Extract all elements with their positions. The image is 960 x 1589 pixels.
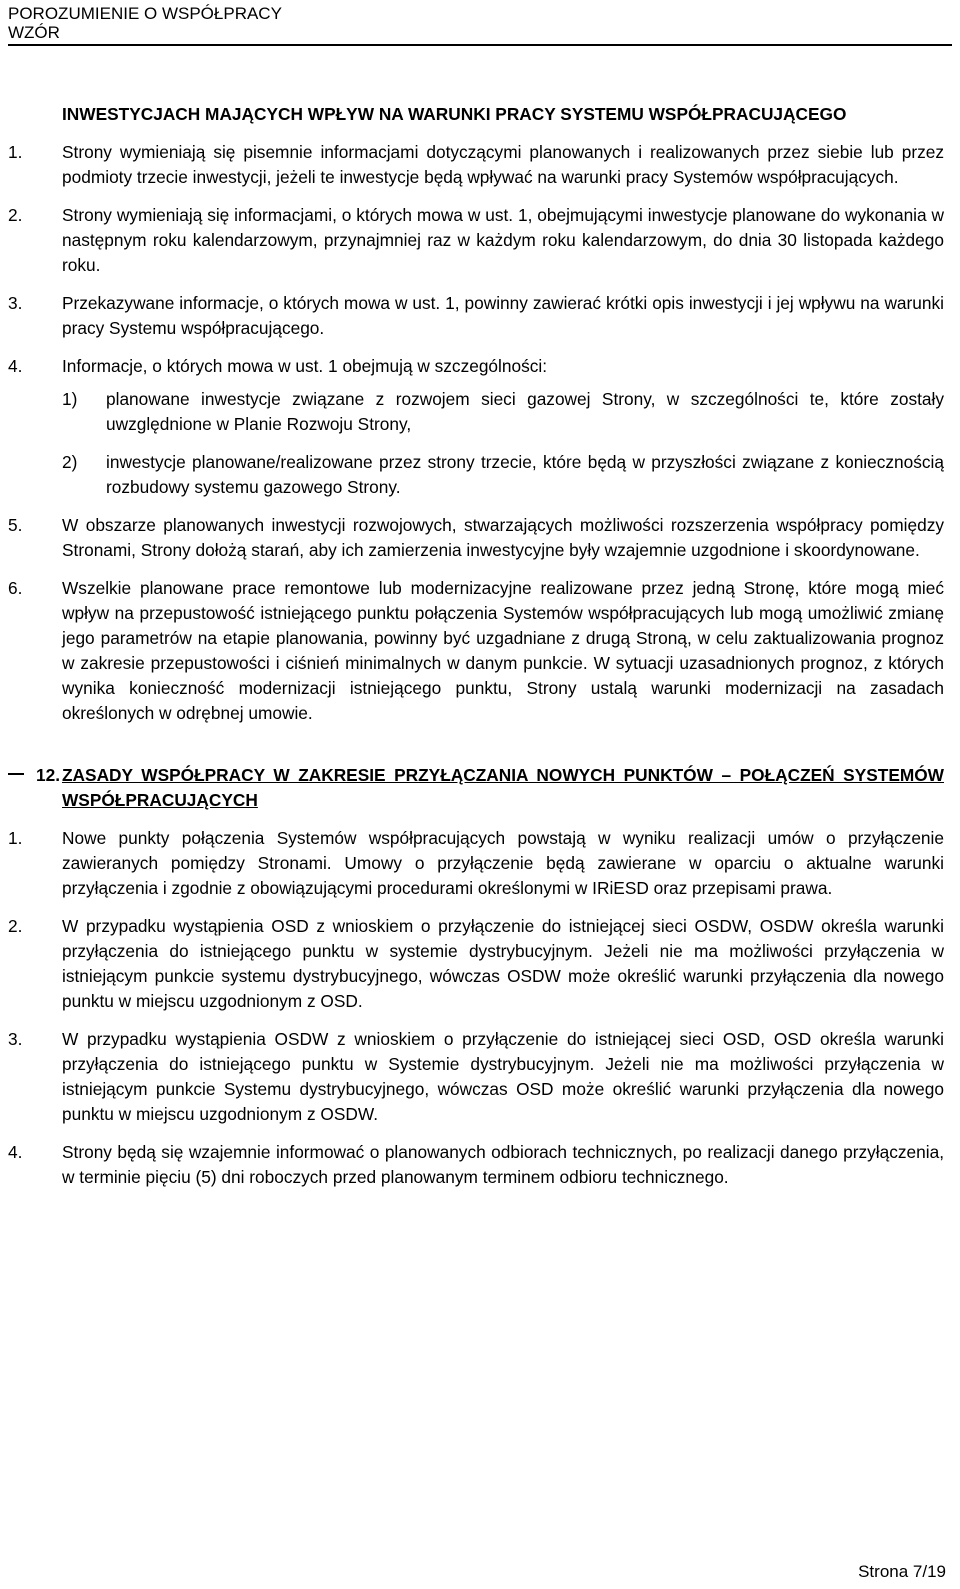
subitem-text: planowane inwestycje związane z rozwojem sieci gazowej Strony, w szczególności te, które zostały uwzględnione w Planie Rozwoju Strony, bbox=[106, 389, 944, 434]
item-number: 3. bbox=[8, 293, 23, 313]
list-item bbox=[8, 576, 944, 726]
list-item bbox=[8, 513, 944, 563]
list-item bbox=[8, 354, 944, 379]
sublist-item bbox=[62, 387, 944, 437]
item-text: Strony będą się wzajemnie informować o planowanych odbiorach technicznych, po realizacji danego przyłączenia, w terminie pięciu (5) dni roboczych przed planowanym terminem odbioru technicznego. bbox=[62, 1142, 944, 1187]
list-item bbox=[8, 291, 944, 341]
item-text: Strony wymieniają się informacjami, o których mowa w ust. 1, obejmującymi inwestycje planowane do wykonania w następnym roku kalendarzowym, przynajmniej raz w każdym roku kalendarzowym, do dnia 30 listopada każdego roku. bbox=[62, 205, 944, 275]
item-number: 4. bbox=[8, 1142, 23, 1162]
section-number: 12. bbox=[36, 765, 61, 785]
item-text: Strony wymieniają się pisemnie informacjami dotyczącymi planowanych i realizowanych przez siebie lub przez podmioty trzecie inwestycji, jeżeli te inwestycje będą wpływać na warunki pracy Systemów współpracujących. bbox=[62, 142, 944, 187]
item-number: 5. bbox=[8, 515, 23, 535]
subitem-number: 1) bbox=[62, 389, 78, 409]
item-number: 3. bbox=[8, 1029, 23, 1049]
item-number: 2. bbox=[8, 916, 23, 936]
subitem-number: 2) bbox=[62, 452, 78, 472]
sublist-item bbox=[62, 450, 944, 500]
item-text: W przypadku wystąpienia OSDW z wnioskiem o przyłączenie do istniejącej sieci OSD, OSD określa warunki przyłączenia do istniejącego punktu w Systemie dystrybucyjnym. Jeżeli nie ma możliwości przyłączenia w istniejącym punkcie Systemu dystrybucyjnego, wówczas OSD może określić warunki przyłączenia dla nowego punktu w miejscu uzgodnionym z OSDW. bbox=[62, 1029, 944, 1124]
item-number: 4. bbox=[8, 356, 23, 376]
item-number: 6. bbox=[8, 578, 23, 598]
list-item bbox=[8, 826, 944, 901]
item-text: Nowe punkty połączenia Systemów współpracujących powstają w wyniku realizacji umów o przyłączenie zawieranych pomiędzy Stronami. Umowy o przyłączenie będą zawierane w oparciu o aktualne warunki przyłączenia i zgodnie z obowiązującymi procedurami określonymi w IRiESD oraz przepisami prawa. bbox=[62, 828, 944, 898]
page-number: Strona 7/19 bbox=[858, 1562, 946, 1581]
item-text: Przekazywane informacje, o których mowa w ust. 1, powinny zawierać krótki opis inwestycji i jej wpływu na warunki pracy Systemu współpracującego. bbox=[62, 293, 944, 338]
list-item bbox=[8, 203, 944, 278]
subitem-text: inwestycje planowane/realizowane przez strony trzecie, które będą w przyszłości związane z koniecznością rozbudowy systemu gazowego Strony. bbox=[106, 452, 944, 497]
page-header bbox=[8, 4, 952, 46]
list-item bbox=[8, 140, 944, 190]
header-subtitle: WZÓR bbox=[8, 23, 60, 42]
item-number: 2. bbox=[8, 205, 23, 225]
section-12-heading: ZASADY WSPÓŁPRACY W ZAKRESIE PRZYŁĄCZANIA NOWYCH PUNKTÓW – POŁĄCZEŃ SYSTEMÓW WSPÓŁPRACUJĄCYCH bbox=[62, 765, 944, 810]
section-12-title bbox=[8, 763, 944, 813]
section-11-title: INWESTYCJACH MAJĄCYCH WPŁYW NA WARUNKI PRACY SYSTEMU WSPÓŁPRACUJĄCEGO bbox=[62, 104, 847, 124]
list-item bbox=[8, 1140, 944, 1190]
list-item bbox=[8, 1027, 944, 1127]
heading-marker bbox=[8, 773, 24, 775]
header-title: POROZUMIENIE O WSPÓŁPRACY bbox=[8, 4, 282, 23]
item-text: W obszarze planowanych inwestycji rozwojowych, stwarzających możliwości rozszerzenia współpracy pomiędzy Stronami, Strony dołożą starań, aby ich zamierzenia inwestycyjne były wzajemnie uzgodnione i skoordynowane. bbox=[62, 515, 944, 560]
item-text: Wszelkie planowane prace remontowe lub modernizacyjne realizowane przez jedną Stronę, które mogą mieć wpływ na przepustowość istniejącego punktu połączenia Systemów współpracujących lub mogą umożliwić zmianę jego parametrów na etapie planowania, powinny być uzgadniane z drugą Stroną, w celu zaktualizowania prognoz w zakresie przepustowości i ciśnień minimalnych w danym punkcie. W sytuacji uzasadnionych prognoz, z których wynika konieczność modernizacji istniejącego punktu, Strony ustalą warunki modernizacji na zasadach określonych w odrębnej umowie. bbox=[62, 578, 944, 723]
sublist bbox=[8, 387, 944, 500]
item-text: Informacje, o których mowa w ust. 1 obejmują w szczególności: bbox=[62, 356, 548, 376]
list-item bbox=[8, 914, 944, 1014]
item-text: W przypadku wystąpienia OSD z wnioskiem o przyłączenie do istniejącej sieci OSDW, OSDW określa warunki przyłączenia do istniejącego punktu w systemie dystrybucyjnym. Jeżeli nie ma możliwości przyłączenia w istniejącym punkcie systemu dystrybucyjnego, wówczas OSDW może określić warunki przyłączenia dla nowego punktu w miejscu uzgodnionym z OSD. bbox=[62, 916, 944, 1011]
item-number: 1. bbox=[8, 828, 23, 848]
document-body bbox=[8, 102, 944, 1203]
item-number: 1. bbox=[8, 142, 23, 162]
